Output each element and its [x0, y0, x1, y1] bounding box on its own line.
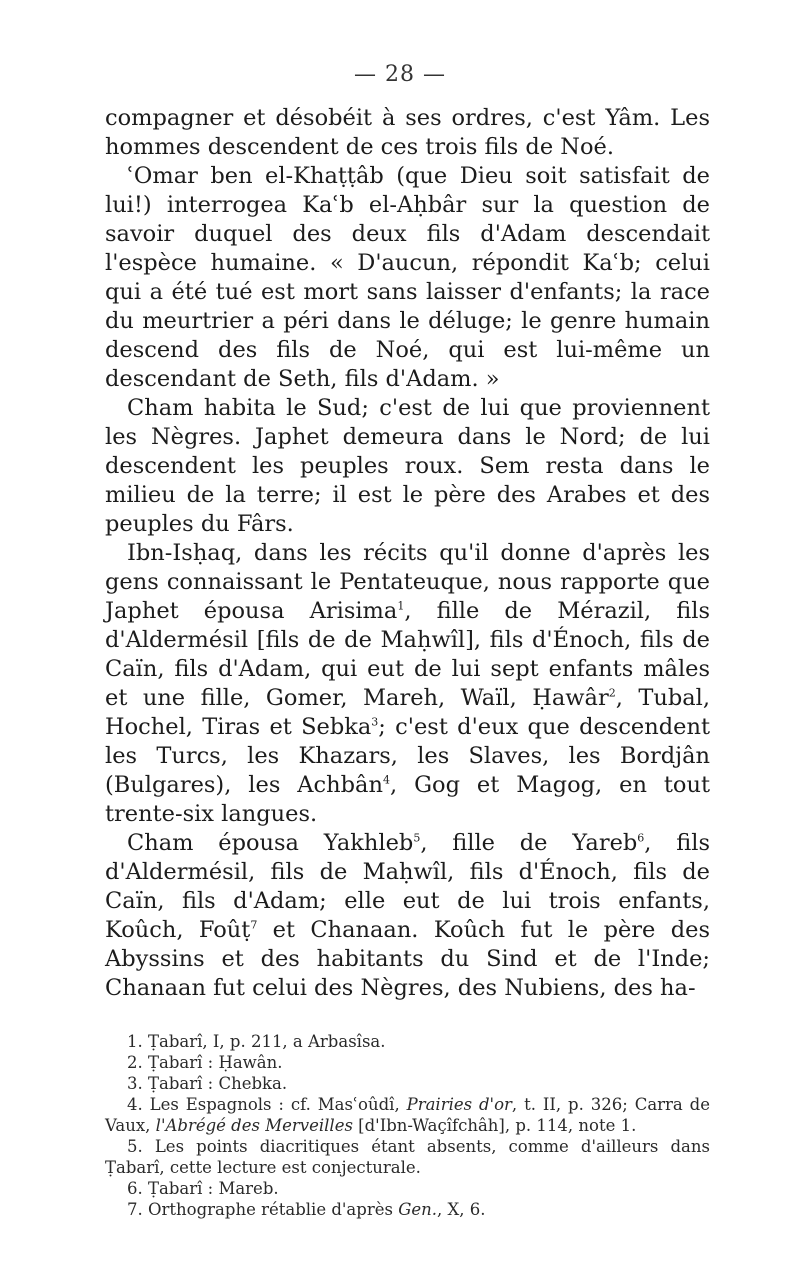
paragraph-4-text: , Tubal, Hochel, Tiras et Sebka [105, 685, 710, 740]
footnote-ref-6: 6 [637, 831, 645, 845]
paragraph-4-text: ; c'est d'eux que descendent les Turcs, les Khazars, les Slaves, les Bordjân (Bulgares), les Achbân [105, 714, 710, 798]
footnote-6: 6. Ṭabarî : Mareb. [127, 1179, 279, 1198]
footnote-ref-4: 4 [382, 773, 390, 787]
page-number: — 28 — [354, 62, 446, 87]
main-text [105, 104, 710, 1003]
paragraph-4 [105, 539, 710, 829]
footnote-5: 5. Les points diacritiques étant absents, comme d'ailleurs dans Ṭabarî, cette lecture est conjecturale. [105, 1137, 710, 1177]
footnotes [105, 1031, 710, 1220]
footnote-4-title: Prairies d'or [406, 1095, 512, 1114]
paragraph-4-text: Ibn-Isḥaq, dans les récits qu'il donne d'après les gens connaissant le Pentateuque, nous rapporte que Japhet épousa Arisima [105, 540, 710, 624]
footnote-4 [105, 1094, 710, 1136]
paragraph-5 [105, 829, 710, 1003]
footnote-7 [105, 1199, 710, 1220]
paragraph-5-text: , fils d'Aldermésil, fils de Maḥwîl, fils d'Énoch, fils de Caïn, fils d'Adam; elle eut de lui trois enfants, Koûch, Foûṭ [105, 830, 710, 943]
footnote-4-text: [d'Ibn-Waçîfchâh], p. 114, note 1. [352, 1116, 637, 1135]
footnote-ref-7: 7 [250, 918, 258, 932]
paragraph-5-text: , fille de Yareb [420, 830, 638, 856]
footnote-ref-3: 3 [371, 715, 379, 729]
footnote-7-text: , X, 6. [437, 1200, 486, 1219]
footnote-3: 3. Ṭabarî : Chebka. [127, 1074, 288, 1093]
footnote-ref-5: 5 [413, 831, 421, 845]
paragraph-2: ʿOmar ben el-Khaṭṭâb (que Dieu soit satisfait de lui!) interrogea Kaʿb el-Aḥbâr sur la question de savoir duquel des deux fils d'Adam descendait l'espèce humaine. « D'aucun, répondit Kaʿb; celui qui a été tué est mort sans laisser d'enfants; la race du meurtrier a péri dans le déluge; le genre humain descend des fils de Noé, qui est lui-même un descendant de Seth, fils d'Adam. » [105, 163, 710, 392]
footnote-ref-1: 1 [397, 599, 405, 613]
footnote-1: 1. Ṭabarî, I, p. 211, a Arbasîsa. [127, 1032, 386, 1051]
footnote-ref-2: 2 [608, 686, 616, 700]
paragraph-5-text: Cham épousa Yakhleb [127, 830, 414, 856]
footnote-7-text: 7. Orthographe rétablie d'après [127, 1200, 399, 1219]
footnote-4-text: 4. Les Espagnols : cf. Masʿoûdî, [127, 1095, 407, 1114]
paragraph-4-text: , Gog et Magog, en tout trente-six langues. [105, 772, 710, 827]
footnote-7-title: Gen. [398, 1200, 438, 1219]
footnote-4-text: , t. II, p. 326; Carra de Vaux, [105, 1095, 710, 1135]
paragraph-5-text: et Chanaan. Koûch fut le père des Abyssins et des habitants du Sind et de l'Inde; Chanaan fut celui des Nègres, des Nubiens, des ha- [105, 917, 710, 1001]
paragraph-1: compagner et désobéit à ses ordres, c'est Yâm. Les hommes descendent de ces trois fils de Noé. [105, 105, 710, 160]
paragraph-4-text: , fille de Mérazil, fils d'Aldermésil [fils de de Maḥwîl], fils d'Énoch, fils de Caïn, fils d'Adam, qui eut de lui sept enfants mâles et une fille, Gomer, Mareh, Waïl, Ḥawâr [105, 598, 710, 711]
footnote-4-title: l'Abrégé des Merveilles [155, 1116, 353, 1135]
paragraph-3: Cham habita le Sud; c'est de lui que proviennent les Nègres. Japhet demeura dans le Nord; de lui descendent les peuples roux. Sem resta dans le milieu de la terre; il est le père des Arabes et des peuples du Fârs. [105, 395, 710, 537]
footnote-2: 2. Ṭabarî : Ḥawân. [127, 1053, 283, 1072]
